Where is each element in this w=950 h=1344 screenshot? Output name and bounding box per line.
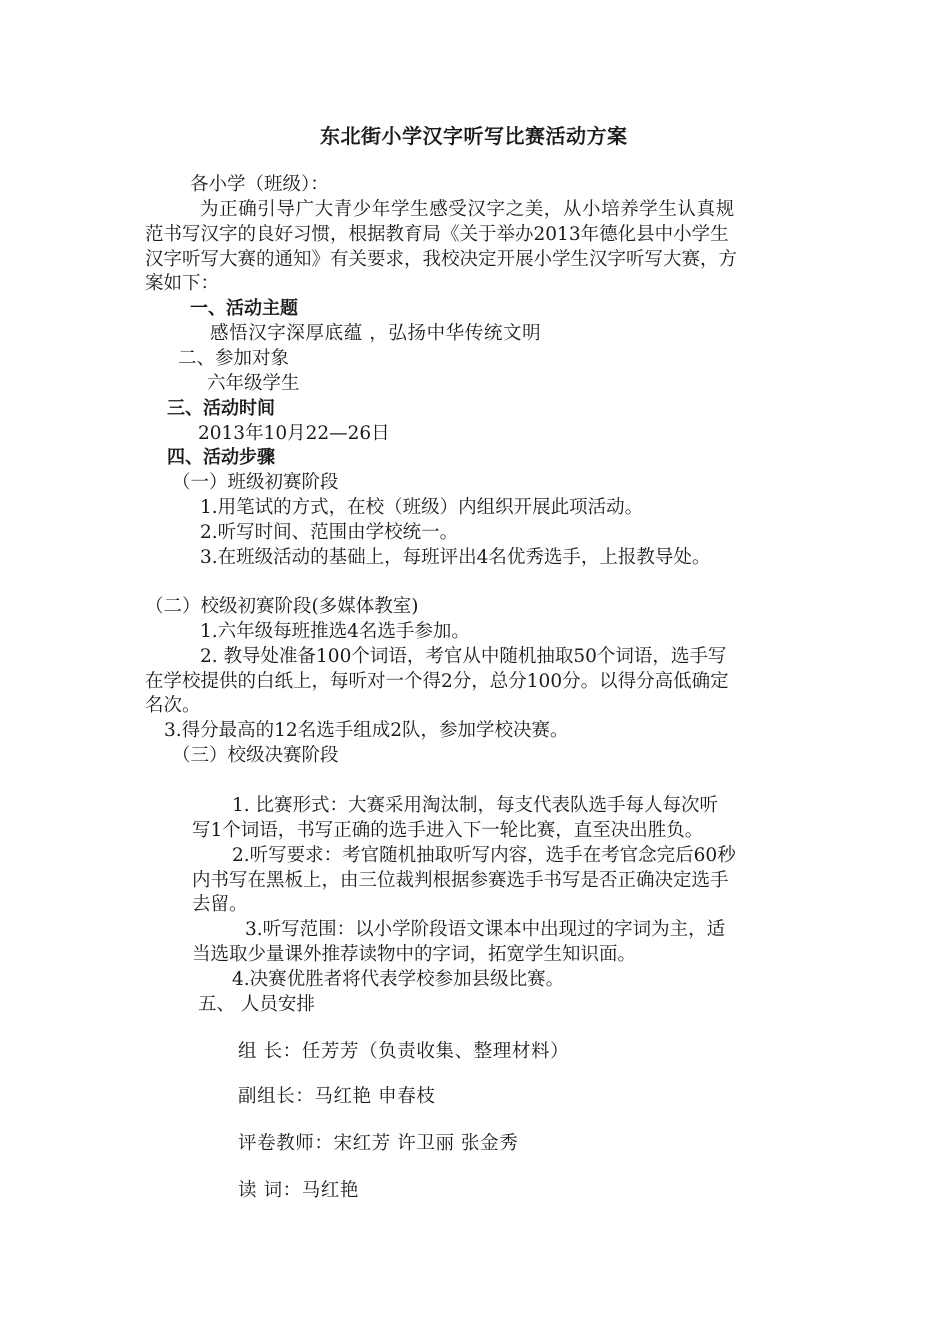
- section-2-heading: 二、参加对象: [178, 348, 290, 369]
- staff-graders: 评卷教师：宋红芳 许卫丽 张金秀: [238, 1133, 519, 1154]
- section-5-heading: 五、 人员安排: [198, 994, 315, 1015]
- stage-3-item-2-line-2: 内书写在黑板上，由三位裁判根据参赛选手书写是否正确决定选手: [192, 870, 729, 891]
- section-3-body: 2013年10月22—26日: [198, 423, 390, 444]
- section-2-body: 六年级学生: [207, 373, 300, 394]
- stage-3-item-3-line-1: 3.听写范围：以小学阶段语文课本中出现过的字词为主，适: [245, 919, 726, 940]
- section-1-body: 感悟汉字深厚底蕴 ，弘扬中华传统文明: [210, 323, 542, 344]
- stage-1-heading: （一）班级初赛阶段: [172, 472, 339, 493]
- staff-deputy-leader: 副组长：马红艳 申春枝: [238, 1086, 436, 1107]
- stage-3-item-4: 4.决赛优胜者将代表学校参加县级比赛。: [232, 969, 565, 990]
- stage-2-item-2-line-1: 2. 教导处准备100个词语，考官从中随机抽取50个词语，选手写: [200, 646, 727, 667]
- stage-3-item-1-line-1: 1. 比赛形式：大赛采用淘汰制，每支代表队选手每人每次听: [232, 795, 719, 816]
- stage-2-heading: （二）校级初赛阶段(多媒体教室): [145, 596, 419, 617]
- section-1-heading: 一、活动主题: [190, 298, 298, 319]
- salutation: 各小学（班级）：: [190, 174, 329, 195]
- stage-2-item-1: 1.六年级每班推选4名选手参加。: [200, 621, 470, 642]
- section-4-heading: 四、活动步骤: [167, 447, 275, 468]
- stage-1-item-1: 1.用笔试的方式，在校（班级）内组织开展此项活动。: [200, 497, 644, 518]
- stage-3-item-3-line-2: 当选取少量课外推荐读物中的字词，拓宽学生知识面。: [192, 944, 637, 965]
- intro-line-1: 为正确引导广大青少年学生感受汉字之美，从小培养学生认真规: [200, 199, 735, 220]
- stage-1-item-3: 3.在班级活动的基础上，每班评出4名优秀选手，上报教导处。: [200, 547, 711, 568]
- intro-line-2: 范书写汉字的良好习惯，根据教育局《关于举办2013年德化县中小学生: [145, 224, 729, 245]
- stage-3-item-1-line-2: 写1个词语，书写正确的选手进入下一轮比赛，直至决出胜负。: [192, 820, 704, 841]
- stage-3-item-2-line-3: 去留。: [192, 894, 248, 915]
- stage-2-item-2-line-2: 在学校提供的白纸上，每听对一个得2分，总分100分。以得分高低确定: [145, 671, 729, 692]
- intro-line-3: 汉字听写大赛的通知》有关要求，我校决定开展小学生汉字听写大赛，方: [145, 249, 738, 270]
- section-3-heading: 三、活动时间: [167, 398, 275, 419]
- document-title: 东北街小学汉字听写比赛活动方案: [320, 124, 628, 148]
- stage-1-item-2: 2.听写时间、范围由学校统一。: [200, 522, 459, 543]
- staff-reader: 读 词：马红艳: [238, 1180, 360, 1201]
- staff-leader: 组 长：任芳芳（负责收集、整理材料）: [238, 1041, 570, 1062]
- stage-3-heading: （三）校级决赛阶段: [172, 745, 339, 766]
- stage-2-item-3: 3.得分最高的12名选手组成2队，参加学校决赛。: [164, 720, 569, 741]
- intro-line-4: 案如下：: [145, 273, 220, 294]
- stage-2-item-2-line-3: 名次。: [145, 695, 201, 716]
- stage-3-item-2-line-1: 2.听写要求：考官随机抽取听写内容，选手在考官念完后60秒: [232, 845, 736, 866]
